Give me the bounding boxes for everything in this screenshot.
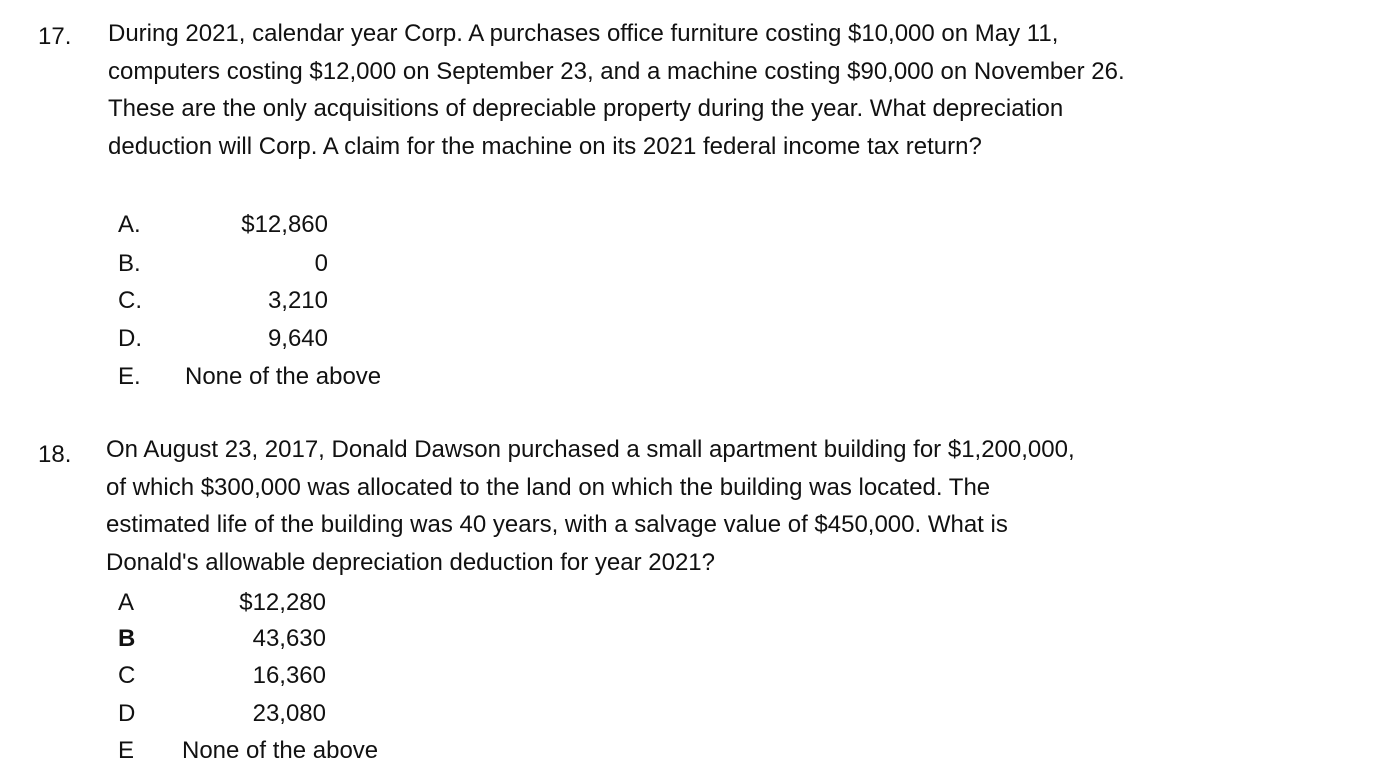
question-18-line-3: estimated life of the building was 40 years, with a salvage value of $450,000. What is: [106, 511, 1008, 538]
option-value: 23,080: [252, 700, 326, 727]
question-18-option-c: [118, 661, 418, 691]
option-letter: C: [118, 662, 136, 689]
option-value: 43,630: [252, 625, 326, 652]
option-value: None of the above: [182, 737, 379, 764]
option-value: $12,280: [239, 589, 326, 616]
option-letter: A: [118, 589, 135, 616]
question-17-option-d: [118, 324, 418, 354]
option-letter: D: [118, 700, 136, 727]
question-17-option-b: [118, 249, 418, 279]
question-17-line-2: computers costing $12,000 on September 23, and a machine costing $90,000 on November 26.: [108, 57, 1125, 85]
question-18-line-2: of which $300,000 was allocated to the land on which the building was located. The: [106, 473, 991, 501]
option-letter: E.: [118, 363, 141, 390]
option-value: 9,640: [267, 325, 328, 352]
question-17-line-4: deduction will Corp. A claim for the machine on its 2021 federal income tax return?: [108, 132, 982, 160]
question-18-option-e: [118, 736, 438, 766]
question-17-line-1: During 2021, calendar year Corp. A purchases office furniture costing $10,000 on May 11,: [108, 20, 1059, 47]
option-letter: A.: [118, 211, 141, 238]
question-17-option-e: [118, 362, 438, 392]
question-18-line-4: Donald's allowable depreciation deduction for year 2021?: [106, 548, 715, 576]
option-value: 3,210: [267, 287, 328, 314]
option-letter: B.: [118, 250, 141, 277]
question-18-line-1: On August 23, 2017, Donald Dawson purchased a small apartment building for $1,200,000,: [106, 436, 1075, 463]
option-letter: D.: [118, 325, 142, 352]
question-17-option-a: [118, 210, 418, 240]
question-17-option-c: [118, 286, 418, 316]
question-17-line-3: These are the only acquisitions of depreciable property during the year. What depreciation: [108, 95, 1064, 122]
option-value: 0: [314, 250, 328, 277]
option-letter: B: [118, 625, 136, 652]
option-value: None of the above: [185, 363, 382, 390]
option-letter: E: [118, 737, 135, 764]
option-value: 16,360: [252, 662, 326, 689]
question-18-text: [106, 431, 1075, 581]
option-letter: C.: [118, 287, 142, 314]
option-value: $12,860: [241, 211, 328, 238]
question-18-number: 18.: [38, 441, 72, 468]
question-18-option-d: [118, 699, 418, 729]
question-18-option-a: [118, 588, 418, 618]
question-18-option-b: [118, 624, 418, 654]
question-17-number: 17.: [38, 23, 72, 50]
question-17-text: [108, 15, 1125, 165]
